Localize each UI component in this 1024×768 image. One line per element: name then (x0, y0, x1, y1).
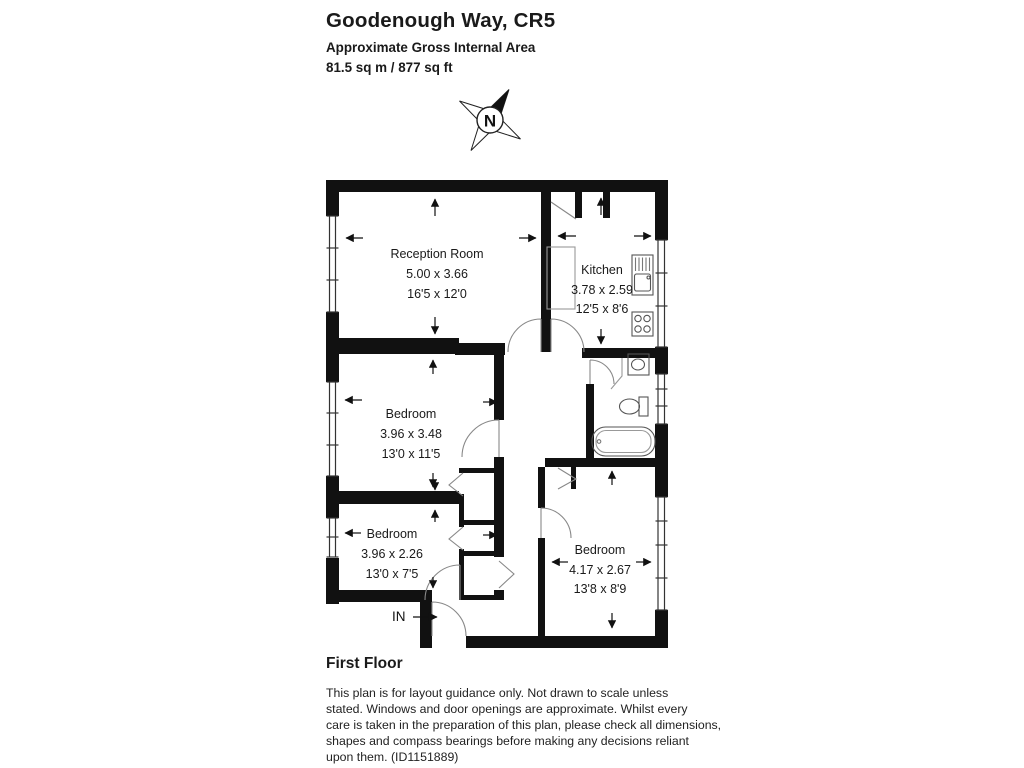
window-bedroom-mid (327, 382, 339, 476)
room-imperial: 12'5 x 8'6 (575, 302, 629, 316)
hob-burner (644, 326, 650, 332)
wall-segment (538, 467, 545, 508)
door-reception (508, 319, 541, 352)
toilet-cistern (639, 397, 648, 416)
footer (326, 655, 403, 673)
door-entrance (432, 602, 466, 636)
door-bathroom (590, 360, 614, 384)
page-title: Goodenough Way, CR5 (326, 9, 556, 32)
room-name: Kitchen (581, 263, 623, 277)
wall-segment (326, 180, 668, 192)
floor-label: First Floor (326, 655, 403, 672)
wall-segment (655, 180, 668, 240)
compass-north-label: N (483, 111, 497, 131)
room-label-reception (367, 245, 507, 304)
room-label-bedroom-mid (341, 405, 481, 464)
room-imperial: 13'0 x 7'5 (365, 566, 419, 581)
disclaimer-line: upon them. (ID1151889) (326, 750, 459, 765)
wall-segment (466, 636, 668, 648)
room-name: Bedroom (574, 543, 626, 557)
wall-segment (326, 180, 339, 216)
room-name: Reception Room (390, 247, 484, 261)
door-kitchen-cupboard (551, 202, 576, 219)
closet-door-3 (499, 561, 514, 588)
room-metric: 3.96 x 2.26 (361, 546, 423, 561)
bathtub-inner (596, 431, 651, 453)
room-metric: 3.96 x 3.48 (380, 426, 442, 441)
closet-wall (459, 520, 499, 525)
room-label-bedroom-bl (322, 525, 462, 584)
wall-segment (603, 192, 610, 218)
room-metric: 4.17 x 2.67 (569, 562, 631, 577)
wall-segment (326, 476, 339, 518)
wall-segment (420, 590, 432, 648)
bath-tap (597, 440, 601, 444)
toilet-bowl (620, 399, 640, 414)
wall-segment (545, 458, 655, 467)
bathroom-fixtures (592, 354, 655, 456)
room-imperial: 16'5 x 12'0 (407, 286, 467, 301)
wall-segment (582, 348, 655, 358)
room-name: Bedroom (385, 407, 437, 421)
wall-segment (494, 354, 504, 420)
wall-segment (655, 424, 668, 497)
room-label-bedroom-br (535, 541, 665, 600)
hob-burner (635, 326, 641, 332)
wall-segment (326, 590, 432, 602)
door-bedroom-br (541, 508, 571, 538)
basin-bowl (632, 359, 645, 370)
disclaimer-line: shapes and compass bearings before making any decisions reliant (326, 734, 689, 749)
room-name: Bedroom (366, 527, 418, 541)
disclaimer-line: stated. Windows and door openings are approximate. Whilst every (326, 702, 688, 717)
area-label: Approximate Gross Internal Area (326, 40, 536, 55)
room-label-kitchen (537, 261, 667, 320)
closet-wall (459, 595, 499, 600)
entrance-label: IN (392, 609, 406, 624)
disclaimer-line: care is taken in the preparation of this plan, please check all dimensions, (326, 718, 722, 733)
closet-wall (459, 468, 499, 473)
room-metric: 3.78 x 2.59 (571, 282, 633, 297)
wall-segment (575, 192, 582, 218)
window-bathroom (656, 374, 668, 424)
window-reception (327, 216, 339, 312)
wall-segment (326, 312, 339, 382)
door-kitchen (551, 319, 584, 352)
room-metric: 5.00 x 3.66 (406, 266, 468, 281)
disclaimer-line: This plan is for layout guidance only. Not drawn to scale unless (326, 686, 669, 700)
wall-segment (339, 338, 459, 354)
disclaimer (326, 685, 721, 765)
room-imperial: 13'8 x 8'9 (573, 582, 627, 596)
wall-segment (339, 491, 459, 504)
bathroom-partition (611, 358, 622, 389)
wall-segment (655, 347, 668, 374)
wall-segment (455, 343, 505, 355)
compass (460, 90, 521, 151)
room-imperial: 13'0 x 11'5 (381, 446, 441, 461)
closet-wall (459, 551, 499, 556)
area-value: 81.5 sq m / 877 sq ft (326, 59, 453, 75)
